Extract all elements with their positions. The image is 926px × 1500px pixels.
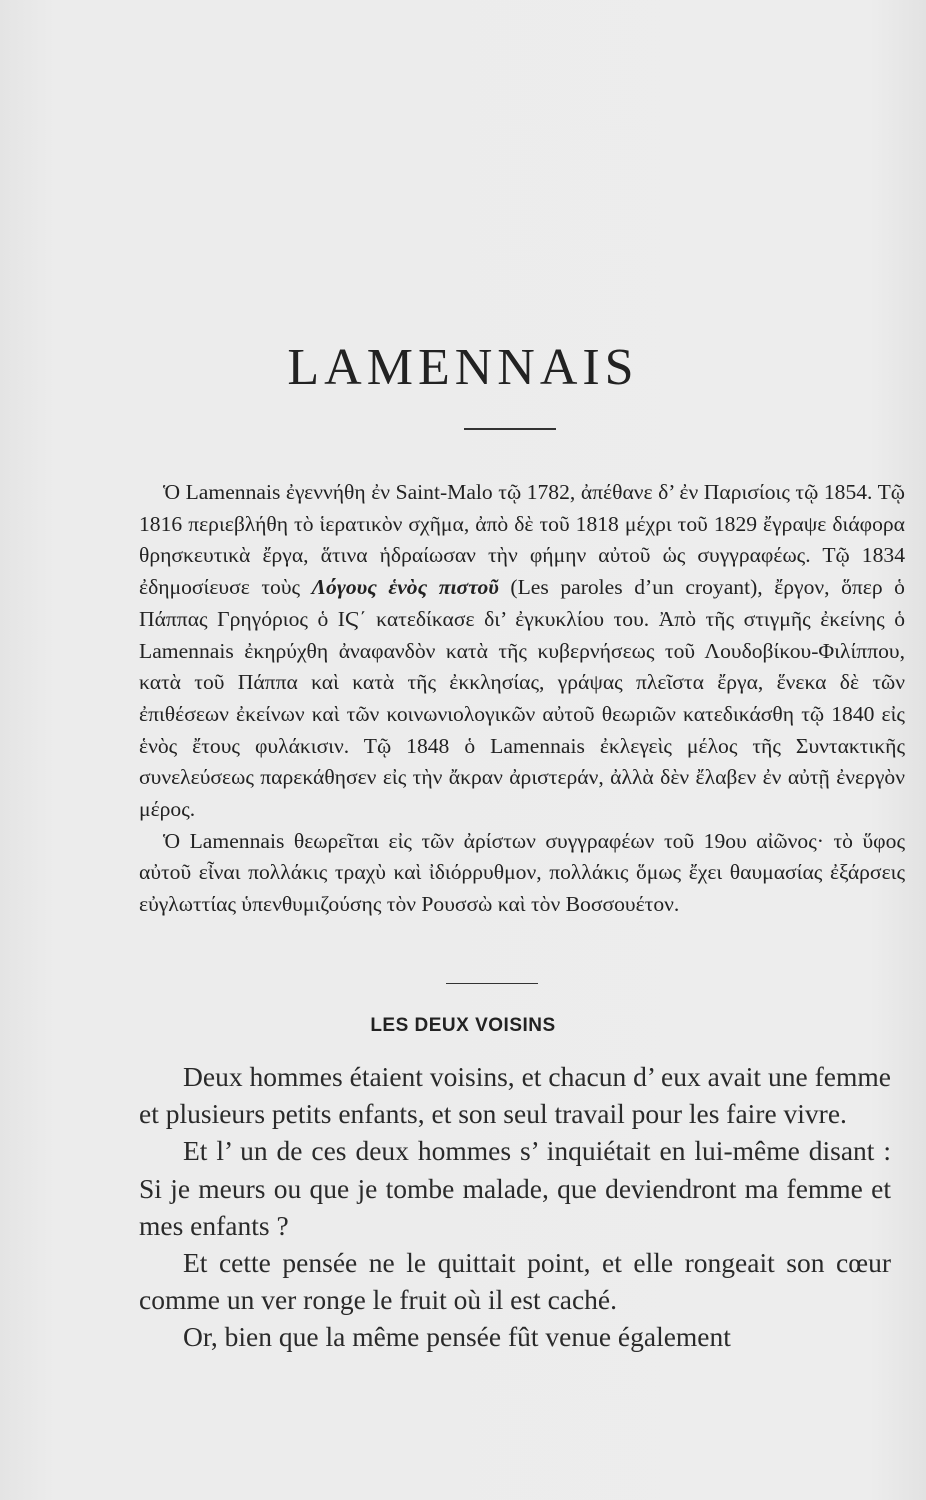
- text-paragraph-3: Et cette pensée ne le quittait point, et elle rongeait son cœur comme un ver ronge le fruit où il est caché.: [139, 1247, 891, 1316]
- section-divider: [446, 983, 538, 984]
- biography-block: [139, 477, 905, 921]
- text-paragraph-4: Or, bien que la même pensée fût venue également: [183, 1321, 731, 1353]
- work-title-italic: Λόγους ἑνὸς πιστοῦ: [311, 575, 499, 600]
- text-paragraph-1: Deux hommes étaient voisins, et chacun d’ eux avait une femme et plusieurs petits enfants, et son seul travail pour les faire vivre.: [139, 1061, 891, 1130]
- section-title: LES DEUX VOISINS: [370, 1015, 556, 1036]
- page-title: LAMENNAIS: [287, 339, 639, 396]
- biography-text-1a: Ὁ Lamennais ἐγεννήθη ἐν Saint-Malo τῷ 1782, ἀπέθανε δ’ ἐν Παρισίοις τῷ 1854. Τῷ 1816 περιεβλήθη τὸ ἱερατικὸν σχῆμα, ἀπὸ δὲ τοῦ 1818 μέχρι τοῦ 1829 ἔγραψε διάφορα θρησκευτικὰ ἔργα, ἅτινα ἡδραίωσαν τὴν φήμην αὐτοῦ ὡς συγγραφέως. Τῷ 1834 ἐδημοσίευσε τοὺς: [139, 480, 905, 600]
- biography-paragraph-1: [139, 477, 905, 826]
- title-divider: [464, 428, 556, 430]
- biography-text-1b: (Les paroles d’un croyant), ἔργον, ὅπερ ὁ Πάππας Γρηγόριος ὁ ΙϚ΄ κατεδίκασε δι’ ἐγκυκλίου του. Ἀπὸ τῆς στιγμῆς ἐκείνης ὁ Lamennais ἐκηρύχθη ἀναφανδὸν κατὰ τῆς κυβερνήσεως τοῦ Λουδοβίκου-Φιλίππου, κατὰ τοῦ Πάππα καὶ κατὰ τῆς ἐκκλησίας, γράψας πλεῖστα ἔργα, ἕνεκα δὲ τῶν ἐπιθέσεων ἐκείνων καὶ τῶν κοινωνιολογικῶν αὐτοῦ θεωριῶν κατεδικάσθη τῷ 1840 εἰς ἑνὸς ἔτους φυλάκισιν. Τῷ 1848 ὁ Lamennais ἐκλεγεὶς μέλος τῆς Συντακτικῆς συνελεύσεως παρεκάθησεν εἰς τὴν ἄκραν ἀριστεράν, ἀλλὰ δὲν ἔλαβεν ἐν αὐτῇ ἐνεργὸν μέρος.: [139, 575, 905, 822]
- biography-paragraph-2: Ὁ Lamennais θεωρεῖται εἰς τῶν ἀρίστων συγγραφέων τοῦ 19ου αἰῶνος· τὸ ὕφος αὐτοῦ εἶναι πολλάκις τραχὺ καὶ ἰδιόρρυθμον, πολλάκις ὅμως ἔχει θαυμασίας ἐξάρσεις εὐγλωττίας ὑπενθυμιζούσης τὸν Ρουσσὼ καὶ τὸν Βοσσουέτον.: [139, 828, 905, 917]
- text-paragraph-2: Et l’ un de ces deux hommes s’ inquiétait en lui-même disant : Si je meurs ou que je tombe malade, que deviendront ma femme et mes enfants ?: [139, 1135, 891, 1241]
- text-block: [139, 1058, 891, 1356]
